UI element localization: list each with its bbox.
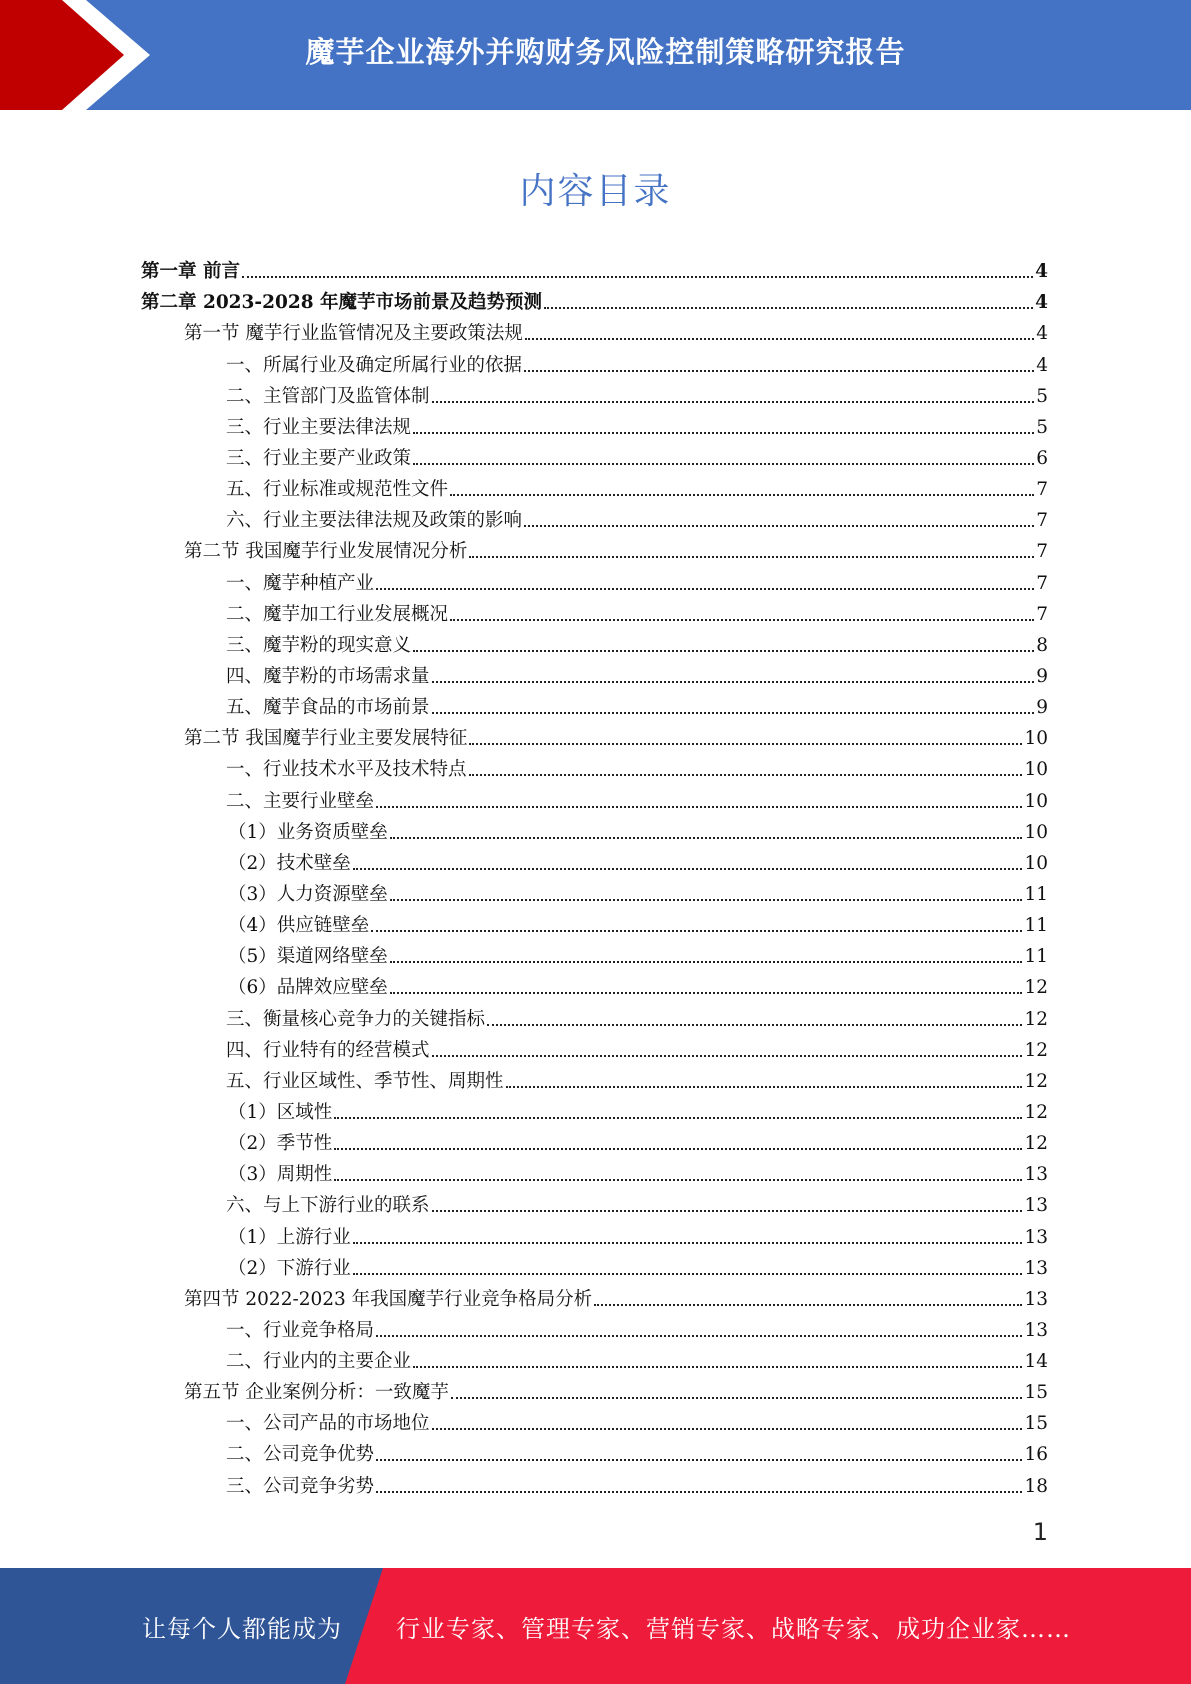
toc-entry-page: 12 (1024, 1101, 1048, 1123)
toc-entry[interactable] (141, 1343, 1048, 1374)
toc-entry-page: 11 (1024, 915, 1048, 937)
page-number: 1 (1032, 1518, 1048, 1546)
toc-entry[interactable] (141, 1032, 1048, 1063)
toc-dot-leader (242, 276, 1033, 278)
toc-entry[interactable] (141, 1063, 1048, 1094)
toc-entry[interactable] (141, 1374, 1048, 1405)
toc-entry-label: 第五节 企业案例分析：一致魔芋 (184, 1382, 449, 1404)
toc-entry-label: 一、行业竞争格局 (226, 1319, 375, 1341)
toc-entry-label: 三、行业主要产业政策 (226, 447, 412, 469)
toc-entry-page: 9 (1036, 665, 1048, 687)
toc-entry[interactable] (141, 938, 1048, 969)
toc-entry-page: 11 (1024, 883, 1048, 905)
toc-dot-leader (450, 494, 1034, 496)
toc-entry-label: 三、衡量核心竞争力的关键指标 (226, 1008, 486, 1030)
toc-entry[interactable] (141, 1281, 1048, 1312)
toc-entry-label: 六、行业主要法律法规及政策的影响 (226, 510, 523, 532)
toc-dot-leader (413, 432, 1034, 434)
toc-entry-page: 13 (1024, 1195, 1048, 1217)
toc-entry[interactable] (141, 876, 1048, 907)
toc-dot-leader (469, 556, 1034, 558)
toc-dot-leader (469, 743, 1022, 745)
toc-entry-label: 第四节 2022-2023 年我国魔芋行业竞争格局分析 (184, 1288, 593, 1310)
toc-dot-leader (334, 1179, 1022, 1181)
toc-entry-label: （2）季节性 (228, 1133, 333, 1155)
report-title: 魔芋企业海外并购财务风险控制策略研究报告 (305, 34, 906, 69)
toc-entry[interactable] (141, 1250, 1048, 1281)
toc-entry-page: 13 (1024, 1319, 1048, 1341)
toc-entry-label: 五、行业区域性、季节性、周期性 (226, 1070, 504, 1092)
toc-entry[interactable] (141, 969, 1048, 1000)
toc-entry-page: 7 (1036, 510, 1048, 532)
toc-entry-page: 7 (1036, 541, 1048, 563)
toc-entry-label: （2）技术壁垒 (228, 852, 351, 874)
toc-entry-label: 第二章 2023-2028 年魔芋市场前景及趋势预测 (141, 292, 543, 314)
toc-entry-label: 二、主要行业壁垒 (226, 790, 375, 812)
toc-dot-leader (594, 1304, 1022, 1306)
toc-entry-page: 7 (1036, 479, 1048, 501)
toc-entry[interactable] (141, 378, 1048, 409)
toc-entry-label: 三、行业主要法律法规 (226, 416, 412, 438)
toc-entry-page: 9 (1036, 697, 1048, 719)
toc-entry-page: 14 (1024, 1351, 1048, 1373)
toc-dot-leader (390, 837, 1023, 839)
toc-entry[interactable] (141, 596, 1048, 627)
toc-entry-page: 8 (1036, 634, 1048, 656)
table-of-contents (141, 253, 1048, 1499)
toc-entry-page: 12 (1024, 977, 1048, 999)
toc-dot-leader (334, 1117, 1022, 1119)
toc-dot-leader (451, 1397, 1023, 1399)
toc-dot-leader (413, 463, 1034, 465)
toc-entry-page: 10 (1024, 821, 1048, 843)
toc-dot-leader (469, 774, 1023, 776)
toc-entry-label: 二、主管部门及监管体制 (226, 385, 430, 407)
toc-entry-label: （5）渠道网络壁垒 (228, 946, 388, 968)
toc-entry-page: 18 (1024, 1475, 1048, 1497)
toc-entry-label: （6）品牌效应壁垒 (228, 977, 388, 999)
toc-entry-page: 4 (1036, 323, 1048, 345)
toc-entry[interactable] (141, 315, 1048, 346)
toc-entry-label: （3）人力资源壁垒 (228, 883, 388, 905)
toc-dot-leader (353, 1242, 1023, 1244)
toc-entry-page: 13 (1024, 1257, 1048, 1279)
toc-entry-label: 六、与上下游行业的联系 (226, 1195, 430, 1217)
toc-entry[interactable] (141, 502, 1048, 533)
toc-entry-page: 4 (1036, 354, 1048, 376)
toc-dot-leader (432, 681, 1035, 683)
toc-dot-leader (525, 338, 1034, 340)
toc-entry[interactable] (141, 814, 1048, 845)
toc-entry-label: （2）下游行业 (228, 1257, 351, 1279)
toc-entry-page: 13 (1024, 1226, 1048, 1248)
toc-entry-page: 10 (1024, 728, 1048, 750)
toc-entry[interactable] (141, 533, 1048, 564)
toc-dot-leader (432, 401, 1035, 403)
toc-dot-leader (353, 868, 1023, 870)
page-header (0, 0, 1191, 110)
toc-entry-label: （4）供应链壁垒 (228, 915, 370, 937)
toc-entry-page: 16 (1024, 1444, 1048, 1466)
toc-dot-leader (376, 588, 1034, 590)
toc-entry-label: 一、公司产品的市场地位 (226, 1413, 430, 1435)
toc-entry-page: 7 (1036, 603, 1048, 625)
toc-entry-label: 第二节 我国魔芋行业主要发展特征 (184, 728, 468, 750)
toc-entry-label: 四、行业特有的经营模式 (226, 1039, 430, 1061)
toc-dot-leader (544, 307, 1033, 309)
toc-entry-page: 4 (1035, 261, 1048, 283)
toc-entry[interactable] (141, 409, 1048, 440)
toc-entry[interactable] (141, 720, 1048, 751)
toc-dot-leader (390, 992, 1023, 994)
toc-entry-page: 12 (1024, 1133, 1048, 1155)
toc-entry-label: 四、魔芋粉的市场需求量 (226, 665, 430, 687)
toc-entry-page: 4 (1035, 292, 1048, 314)
toc-entry-page: 7 (1036, 572, 1048, 594)
toc-heading: 内容目录 (519, 171, 672, 212)
toc-entry-label: 五、魔芋食品的市场前景 (226, 697, 430, 719)
toc-entry-page: 12 (1024, 1070, 1048, 1092)
toc-dot-leader (376, 806, 1022, 808)
toc-dot-leader (413, 650, 1034, 652)
toc-entry[interactable] (141, 1000, 1048, 1031)
toc-entry-page: 10 (1024, 759, 1048, 781)
toc-entry[interactable] (141, 1187, 1048, 1218)
toc-entry[interactable] (141, 346, 1048, 377)
toc-dot-leader (413, 1366, 1022, 1368)
toc-entry[interactable] (141, 1218, 1048, 1249)
toc-entry-label: 一、所属行业及确定所属行业的依据 (226, 354, 523, 376)
toc-entry-label: （3）周期性 (228, 1164, 333, 1186)
toc-entry[interactable] (141, 1125, 1048, 1156)
toc-entry-page: 10 (1024, 852, 1048, 874)
toc-entry-page: 5 (1036, 385, 1048, 407)
toc-dot-leader (487, 1024, 1022, 1026)
toc-entry-page: 5 (1036, 416, 1048, 438)
toc-entry-label: 二、行业内的主要企业 (226, 1351, 412, 1373)
toc-entry-label: （1）上游行业 (228, 1226, 351, 1248)
toc-dot-leader (353, 1273, 1023, 1275)
toc-entry-page: 6 (1036, 447, 1048, 469)
toc-dot-leader (432, 712, 1035, 714)
toc-entry[interactable] (141, 284, 1048, 315)
toc-dot-leader (376, 1335, 1022, 1337)
toc-entry-label: 五、行业标准或规范性文件 (226, 479, 449, 501)
toc-entry-page: 15 (1024, 1413, 1048, 1435)
page-footer (0, 1568, 1191, 1684)
toc-entry-page: 15 (1024, 1382, 1048, 1404)
toc-dot-leader (524, 525, 1034, 527)
toc-dot-leader (432, 1055, 1023, 1057)
toc-entry-page: 12 (1024, 1039, 1048, 1061)
toc-entry[interactable] (141, 253, 1048, 284)
toc-entry[interactable] (141, 689, 1048, 720)
toc-entry-label: （1）区域性 (228, 1101, 333, 1123)
toc-entry-page: 10 (1024, 790, 1048, 812)
toc-entry[interactable] (141, 564, 1048, 595)
toc-entry-label: 三、公司竞争劣势 (226, 1475, 375, 1497)
toc-entry-label: 第二节 我国魔芋行业发展情况分析 (184, 541, 468, 563)
footer-slogan: 让每个人都能成为 (142, 1614, 342, 1643)
toc-entry[interactable] (141, 1156, 1048, 1187)
toc-entry[interactable] (141, 1094, 1048, 1125)
toc-dot-leader (376, 1459, 1022, 1461)
toc-dot-leader (432, 1428, 1023, 1430)
toc-entry[interactable] (141, 751, 1048, 782)
toc-entry[interactable] (141, 1436, 1048, 1467)
toc-entry-label: 二、公司竞争优势 (226, 1444, 375, 1466)
toc-entry-page: 11 (1024, 946, 1048, 968)
toc-entry[interactable] (141, 845, 1048, 876)
toc-dot-leader (371, 930, 1022, 932)
toc-entry-label: 三、魔芋粉的现实意义 (226, 634, 412, 656)
toc-entry-label: 第一章 前言 (141, 261, 240, 283)
toc-dot-leader (390, 899, 1023, 901)
toc-dot-leader (524, 370, 1034, 372)
toc-dot-leader (390, 961, 1023, 963)
toc-entry-label: 第一节 魔芋行业监管情况及主要政策法规 (184, 323, 523, 345)
toc-entry[interactable] (141, 1405, 1048, 1436)
footer-roles: 行业专家、管理专家、营销专家、战略专家、成功企业家…… (396, 1614, 1071, 1643)
toc-entry[interactable] (141, 440, 1048, 471)
toc-entry[interactable] (141, 1312, 1048, 1343)
toc-entry-label: 一、行业技术水平及技术特点 (226, 759, 467, 781)
toc-entry[interactable] (141, 907, 1048, 938)
toc-entry[interactable] (141, 1467, 1048, 1498)
toc-dot-leader (432, 1210, 1023, 1212)
toc-entry[interactable] (141, 627, 1048, 658)
toc-dot-leader (334, 1148, 1022, 1150)
toc-entry-label: 一、魔芋种植产业 (226, 572, 375, 594)
toc-dot-leader (376, 1491, 1022, 1493)
toc-entry-label: （1）业务资质壁垒 (228, 821, 388, 843)
toc-entry-page: 13 (1024, 1164, 1048, 1186)
toc-entry[interactable] (141, 782, 1048, 813)
toc-entry-page: 13 (1024, 1288, 1048, 1310)
toc-entry[interactable] (141, 658, 1048, 689)
toc-entry-page: 12 (1024, 1008, 1048, 1030)
toc-dot-leader (506, 1086, 1023, 1088)
toc-entry-label: 二、魔芋加工行业发展概况 (226, 603, 449, 625)
toc-entry[interactable] (141, 471, 1048, 502)
toc-dot-leader (450, 619, 1034, 621)
